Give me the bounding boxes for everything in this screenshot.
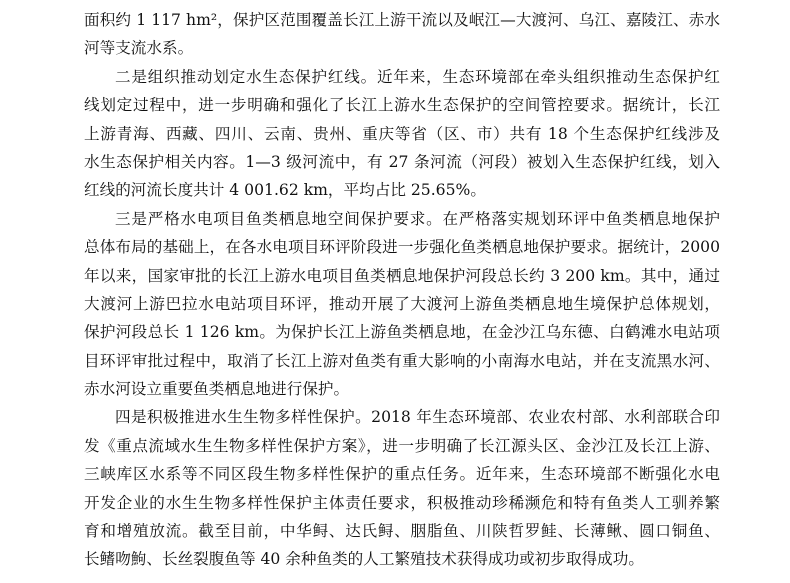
text-line: 赤水河设立重要鱼类栖息地进行保护。 xyxy=(84,380,350,399)
paragraph-2 xyxy=(84,63,720,205)
text-line: 上游青海、西藏、四川、云南、贵州、重庆等省（区、市）共有 18 个生态保护红线涉及 xyxy=(84,124,720,143)
paragraph-1 xyxy=(84,6,720,63)
text-line: 长鳍吻鮈、长丝裂腹鱼等 40 余种鱼类的人工繁殖技术获得成功或初步取得成功。 xyxy=(84,550,644,569)
text-line: 目环评审批过程中，取消了长江上游对鱼类有重大影响的小南海水电站，并在支流黑水河、 xyxy=(84,351,720,370)
text-line: 发《重点流域水生生物多样性保护方案》，进一步明确了长江源头区、金沙江及长江上游、 xyxy=(84,436,720,455)
text-line: 开发企业的水生生物多样性保护主体责任要求，积极推动珍稀濒危和特有鱼类人工驯养繁 xyxy=(84,493,720,512)
text-line: 四是积极推进水生生物多样性保护。2018 年生态环境部、农业农村部、水利部联合印 xyxy=(115,408,720,427)
paragraph-3 xyxy=(84,205,720,404)
text-line: 面积约 1 117 hm²，保护区范围覆盖长江上游干流以及岷江—大渡河、乌江、嘉陵江、赤水 xyxy=(84,11,720,29)
text-line: 二是组织推动划定水生态保护红线。近年来，生态环境部在牵头组织推动生态保护红 xyxy=(115,67,720,86)
text-line: 红线的河流长度共计 4 001.62 km，平均占比 25.65%。 xyxy=(84,181,486,200)
paragraph-4 xyxy=(84,403,720,573)
text-line: 育和增殖放流。截至目前，中华鲟、达氏鲟、胭脂鱼、川陕哲罗鲑、长薄鳅、圆口铜鱼、 xyxy=(84,522,720,541)
text-line: 水生态保护相关内容。1—3 级河流中，有 27 条河流（河段）被划入生态保护红线，划入 xyxy=(84,152,720,171)
text-line: 线划定过程中，进一步明确和强化了长江上游水生态保护的空间管控要求。据统计，长江 xyxy=(84,96,720,115)
text-line: 河等支流水系。 xyxy=(84,39,194,58)
text-line: 大渡河上游巴拉水电站项目环评，推动开展了大渡河上游鱼类栖息地生境保护总体规划， xyxy=(84,294,720,313)
document-page xyxy=(84,6,720,574)
text-line: 三峡库区水系等不同区段生物多样性保护的重点任务。近年来，生态环境部不断强化水电 xyxy=(84,465,720,484)
text-line: 总体布局的基础上，在各水电项目环评阶段进一步强化鱼类栖息地保护要求。据统计，2000 xyxy=(84,238,720,257)
text-line: 保护河段总长 1 126 km。为保护长江上游鱼类栖息地，在金沙江乌东德、白鹤滩水电站项 xyxy=(84,323,720,342)
text-line: 三是严格水电项目鱼类栖息地空间保护要求。在严格落实规划环评中鱼类栖息地保护 xyxy=(115,209,720,228)
text-line: 年以来，国家审批的长江上游水电项目鱼类栖息地保护河段总长约 3 200 km。其中，通过 xyxy=(84,266,720,285)
